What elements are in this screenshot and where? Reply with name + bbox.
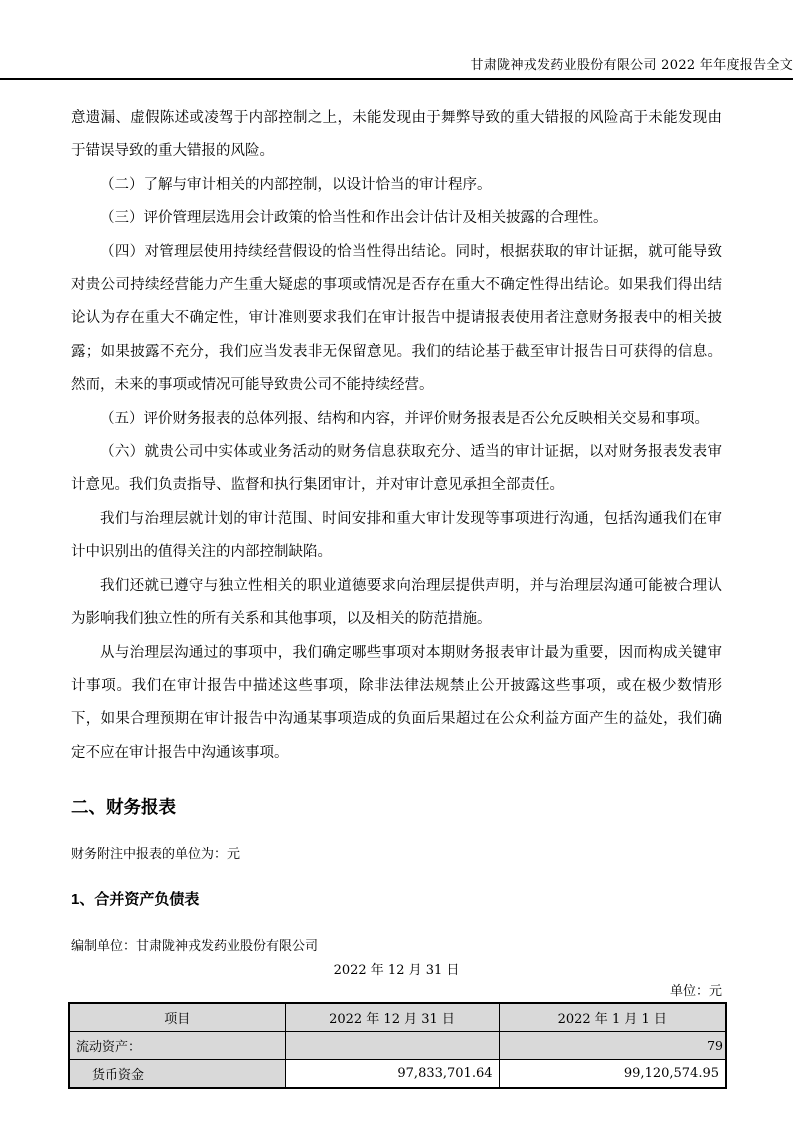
audit-paragraph: 从与治理层沟通过的事项中，我们确定哪些事项对本期财务报表审计最为重要，因而构成关键审计事项。我们在审计报告中描述这些事项，除非法律法规禁止公开披露这些事项，或在极少数情形下，如果合理预期在审计报告中沟通某事项造成的负面后果超过在公众利益方面产生的益处，我们确定不应在审计报告中沟通该事项。 [71, 644, 722, 761]
audit-paragraph: （六）就贵公司中实体或业务活动的财务信息获取充分、适当的审计证据，以对财务报表发表审计意见。我们负责指导、监督和执行集团审计，并对审计意见承担全部责任。 [71, 444, 722, 494]
audit-paragraph: （五）评价财务报表的总体列报、结构和内容，并评价财务报表是否公允反映相关交易和事项。 [100, 410, 709, 427]
report-header-title: 甘肃陇神戎发药业股份有限公司 2022 年年度报告全文 [470, 58, 793, 73]
page-number: 79 [707, 1038, 723, 1053]
table-row [69, 1032, 726, 1060]
audit-report-paragraphs [71, 102, 722, 770]
section-heading-financial-statements: 二、财务报表 [71, 797, 176, 818]
table-cell-value: 99,120,574.95 [499, 1060, 726, 1089]
audit-paragraph: （二）了解与审计相关的内部控制，以设计恰当的审计程序。 [100, 176, 492, 193]
unit-label-line: 单位：元 [669, 984, 722, 1000]
audit-paragraph: 我们与治理层就计划的审计范围、时间安排和重大审计发现等事项进行沟通，包括沟通我们在审计中识别出的值得关注的内部控制缺陷。 [71, 510, 722, 561]
table-cell-value: 97,833,701.64 [285, 1060, 499, 1089]
audit-paragraph: 意遗漏、虚假陈述或凌驾于内部控制之上，未能发现由于舞弊导致的重大错报的风险高于未能发现由于错误导致的重大错报的风险。 [71, 110, 722, 160]
table-column-header: 2022 年 1 月 1 日 [499, 1003, 726, 1032]
table-header-row [69, 1003, 726, 1032]
table-column-header: 项目 [69, 1003, 285, 1032]
page-header [0, 0, 793, 80]
subsection-heading-consolidated-balance-sheet: 1、合并资产负债表 [71, 891, 200, 909]
prepared-by-line: 编制单位：甘肃陇神戎发药业股份有限公司 [71, 939, 319, 955]
table-row [69, 1060, 726, 1089]
financial-notes-unit-note: 财务附注中报表的单位为：元 [71, 847, 241, 863]
table-column-header: 2022 年 12 月 31 日 [285, 1003, 499, 1032]
audit-paragraph: （四）对管理层使用持续经营假设的恰当性得出结论。同时，根据获取的审计证据，就可能导致对贵公司持续经营能力产生重大疑虑的事项或情况是否存在重大不确定性得出结论。如果我们得出结论认为存在重大不确定性，审计准则要求我们在审计报告中提请报表使用者注意财务报表中的相关披露；如果披露不充分，我们应当发表非无保留意见。我们的结论基于截至审计报告日可获得的信息。然而，未来的事项或情况可能导致贵公司不能持续经营。 [71, 243, 722, 394]
table-cell-value [499, 1032, 726, 1060]
page-content [71, 102, 722, 1089]
table-cell-item: 流动资产： [69, 1032, 285, 1060]
table-cell-item: 货币资金 [69, 1060, 285, 1089]
balance-sheet-table [68, 1002, 727, 1089]
table-cell-value [285, 1032, 499, 1060]
audit-paragraph: （三）评价管理层选用会计政策的恰当性和作出会计估计及相关披露的合理性。 [100, 210, 608, 227]
audit-paragraph: 我们还就已遵守与独立性相关的职业道德要求向治理层提供声明，并与治理层沟通可能被合理认为影响我们独立性的所有关系和其他事项，以及相关的防范措施。 [71, 577, 722, 628]
statement-date-line: 2022 年 12 月 31 日 [333, 963, 460, 979]
